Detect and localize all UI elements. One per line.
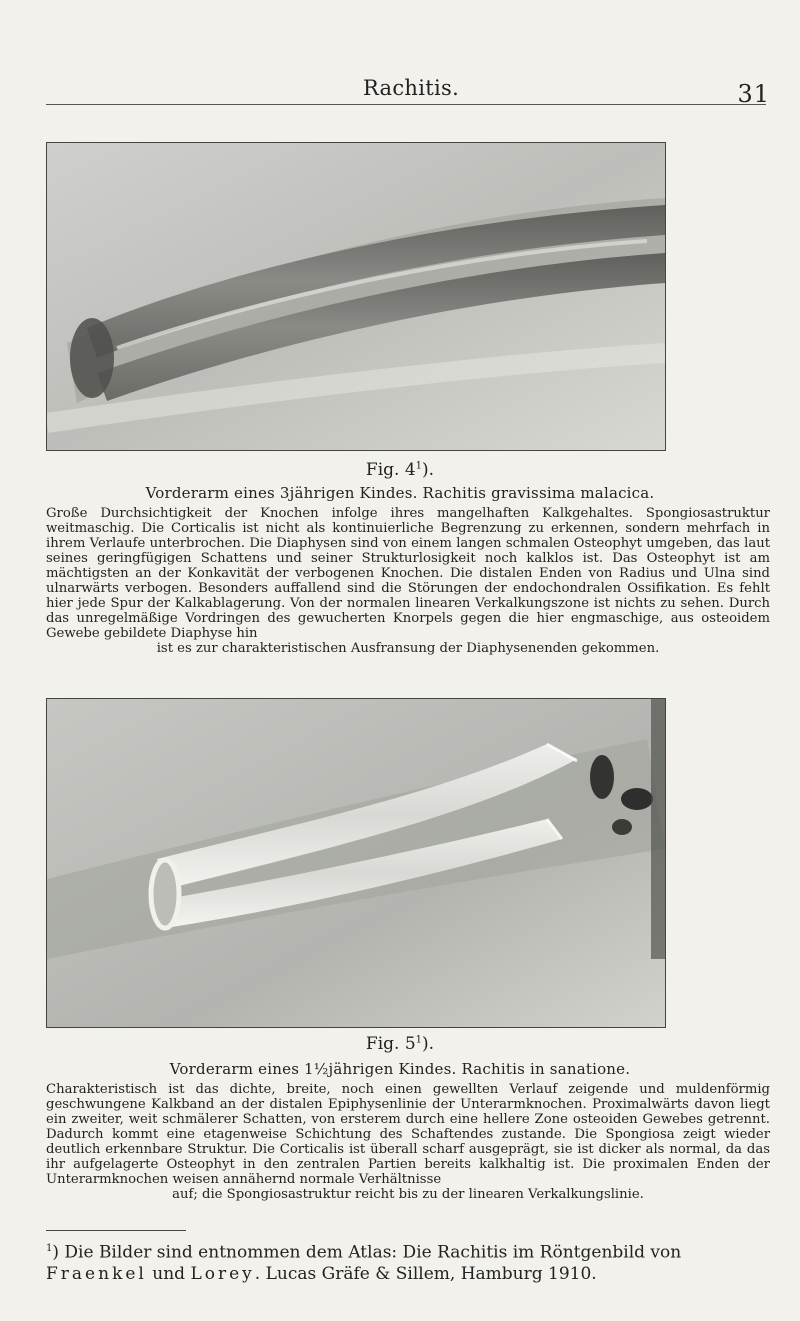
footnote-author-lorey: Lorey <box>190 1263 255 1284</box>
figure-4-caption <box>46 506 770 656</box>
figure-4-footnote-marker: 1 <box>415 460 423 472</box>
figure-4-label-close: ). <box>422 460 435 480</box>
figure-5-caption <box>46 1082 770 1202</box>
footnote-rule <box>46 1230 186 1231</box>
page-number: 31 <box>737 80 770 108</box>
running-title: Rachitis. <box>362 76 460 100</box>
footnote-marker: 1 <box>46 1243 53 1254</box>
figure-5-label <box>0 1034 800 1054</box>
figure-4-number: Fig. 4 <box>365 460 416 480</box>
figure-4-title: Vorderarm eines 3jährigen Kindes. Rachitis gravissima malacica. <box>145 484 655 502</box>
figure-4-description: Große Durchsichtigkeit der Knochen infolge ihres mangelhaften Kalkgehaltes. Spongiosastruktur weitmaschig. Die Corticalis ist nicht als kontinuierliche Begrenzung zu erkennen, sondern mehrfach in ihrem Verlaufe unterbrochen. Die Diaphysen sind von einem langen schmalen Osteophyt umgeben, das laut seines geringfügigen Schattens und seiner Strukturlosigkeit noch kalklos ist. Das Osteophyt ist am mächtigsten an der Konkavität der verbogenen Knochen. Die distalen Enden von Radius und Ulna sind ulnarwärts verbogen. Besonders auffallend sind die Störungen der endochondralen Ossifikation. Es fehlt hier jede Spur der Kalkablagerung. Von der normalen linearen Verkalkungszone ist nichts zu sehen. Durch das unregelmäßige Vordringen des gewucherten Knorpels gegen die hier engmaschige, aus osteoidem Gewebe gebildete Diaphyse hin <box>46 506 770 641</box>
figure-5-description-last: auf; die Spongiosastruktur reicht bis zu der linearen Verkalkungslinie. <box>172 1187 644 1202</box>
footnote-conjunction: und <box>152 1263 186 1284</box>
xray-forearm-3-year-old <box>47 143 665 450</box>
footnote-text-after: . Lucas Gräfe & Sillem, Hamburg 1910. <box>254 1263 597 1284</box>
xray-forearm-1-5-year-old <box>47 699 665 1027</box>
figure-5-number: Fig. 5 <box>365 1034 416 1054</box>
figure-4-label <box>0 460 800 480</box>
footnote-text-before: ) Die Bilder sind entnommen dem Atlas: Die Rachitis im Röntgenbild von <box>52 1242 682 1263</box>
figure-4-description-last: ist es zur charakteristischen Ausfransung der Diaphysenenden gekommen. <box>156 641 660 656</box>
figure-5-xray <box>46 698 666 1028</box>
figure-5-description: Charakteristisch ist das dichte, breite, noch einen gewellten Verlauf zeigende und muldenförmig geschwungene Kalkband an der distalen Epiphysenlinie der Unterarmknochen. Proximalwärts davon liegt ein zweiter, weit schmälerer Schatten, von ersterem durch eine hellere Zone osteoiden Gewebes getrennt. Dadurch kommt eine etagenweise Schichtung des Schaftendes zustande. Die Spongiosa zeigt wieder deutlich erkennbare Struktur. Die Corticalis ist überall scharf ausgeprägt, sie ist dicker als normal, da das ihr aufgelagerte Osteophyt in den zentralen Partien bereits kalkhaltig ist. Die proximalen Enden der Unterarmknochen weisen annähernd normale Verhältnisse <box>46 1082 770 1187</box>
figure-5-footnote-marker: 1 <box>415 1034 423 1046</box>
running-header <box>46 76 776 108</box>
figure-4-xray <box>46 142 666 451</box>
figure-5-label-close: ). <box>422 1034 435 1054</box>
figure-5-title: Vorderarm eines 1½jährigen Kindes. Rachitis in sanatione. <box>169 1060 631 1078</box>
footnote-author-fraenkel: Fraenkel <box>46 1263 147 1284</box>
header-rule <box>46 104 766 105</box>
footnote <box>46 1238 770 1285</box>
